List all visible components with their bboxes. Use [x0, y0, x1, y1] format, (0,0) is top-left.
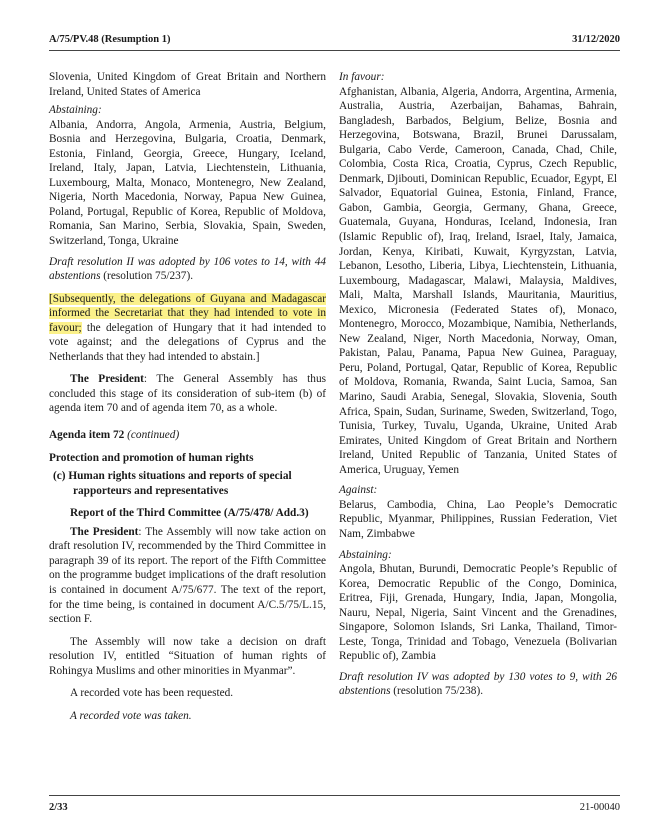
document-date: 31/12/2020: [572, 34, 620, 45]
agenda-item-continued: (continued): [127, 429, 180, 442]
in-favour-list: Afghanistan, Albania, Algeria, Andorra, Argentina, Armenia, Australia, Austria, Azerbaijan, Bahamas, Bahrain, Bangladesh, Barbados, Belgium, Belize, Bosnia and Herzegovina, Botswana, Brazil, Brunei Darussalam, Bulgaria, Cabo Verde, Cameroon, Canada, Chad, Chile, Colombia, Costa Rica, Croatia, Cyprus, Czech Republic, Denmark, Djibouti, Dominican Republic, Ecuador, Egypt, El Salvador, Equatorial Guinea, Estonia, Finland, France, Gabon, Gambia, Georgia, Germany, Ghana, Greece, Guatemala, Guyana, Honduras, Iceland, Indonesia, Iran (Islamic Republic of), Iraq, Ireland, Israel, Italy, Jamaica, Jordan, Kenya, Kiribati, Kuwait, Kyrgyzstan, Latvia, Lebanon, Lesotho, Liberia, Libya, Liechtenstein, Lithuania, Luxembourg, Madagascar, Malawi, Malaysia, Maldives, Mali, Malta, Marshall Islands, Mauritania, Mauritius, Mexico, Micronesia (Federated States of), Monaco, Montenegro, Morocco, Mozambique, Namibia, Netherlands, New Zealand, Niger, North Macedonia, Norway, Oman, Pakistan, Palau, Panama, Papua New Guinea, Paraguay, Peru, Poland, Portugal, Qatar, Republic of Korea, Republic of Moldova, Romania, Rwanda, Saint Lucia, Samoa, San Marino, Saudi Arabia, Senegal, Slovakia, Slovenia, South Africa, Spain, Sudan, Suriname, Sweden, Switzerland, Togo, Tunisia, Turkey, Tuvalu, Uganda, Ukraine, United Arab Emirates, United Kingdom of Great Britain and Northern Ireland, United Republic of Tanzania, United States of America, Uruguay, Yemen: [339, 85, 617, 476]
statement-text: : The Assembly will now take action on draft resolution IV, recommended by the Third Committee in paragraph 39 of its report. The report of the Fifth Committee on the programme budget implications of the draft resolution is contained in document A/75/677. The text of the report, for the time being, is contained in document A/C.5/75/L.15, section F.: [49, 525, 326, 626]
sub-item-heading: (c) Human rights situations and reports of special rapporteurs and representatives: [53, 470, 292, 497]
subsequent-vote-note: [49, 292, 326, 365]
subsequent-vote-note-rest: the delegation of Hungary that it had intended to vote against; and the delegations of Cyprus and the Netherlands that they had intended to abstain.]: [49, 321, 326, 363]
in-favour-label: In favour:: [339, 71, 385, 83]
abstaining-label: Abstaining:: [49, 104, 102, 117]
abstaining-label: Abstaining:: [339, 548, 392, 561]
agenda-item-title: Agenda item 72: [49, 429, 125, 442]
abstaining-list: Angola, Bhutan, Burundi, Democratic People’s Republic of Korea, Democratic Republic of the Congo, Dominica, Eritrea, Fiji, Grenada, Hungary, India, Japan, Mongolia, Nauru, Nepal, Nigeria, Saint Vincent and the Grenadines, Singapore, Solomon Islands, Sri Lanka, Thailand, Timor-Leste, Tonga, Trinidad and Tobago, Venezuela (Bolivarian Republic of), Zambia: [339, 563, 617, 663]
against-label: Against:: [339, 484, 378, 497]
adoption-resolution-ref: (resolution 75/237).: [100, 270, 194, 283]
agenda-item-subject: Protection and promotion of human rights: [49, 451, 254, 464]
running-header: [49, 33, 620, 47]
recorded-vote-requested: A recorded vote has been requested.: [70, 687, 234, 700]
page-footer: [49, 801, 620, 815]
adoption-statement: [339, 670, 617, 699]
recorded-vote-taken: A recorded vote was taken.: [70, 709, 192, 722]
adoption-statement-italic: Draft resolution IV was adopted by 130 votes to 9, with 26 abstentions: [339, 670, 617, 698]
header-rule: [49, 50, 620, 51]
statement-text: : The General Assembly has thus concluded this stage of its consideration of sub-item (b) of agenda item 70 and of agenda item 70, as a whole.: [49, 373, 327, 415]
speaker-label: The President: [70, 525, 139, 538]
president-statement-action: [49, 525, 326, 627]
agenda-item-heading: [49, 428, 326, 443]
left-column: [49, 70, 326, 723]
against-list-continued: Slovenia, United Kingdom of Great Britain and Northern Ireland, United States of America: [49, 71, 326, 98]
against-list: Belarus, Cambodia, China, Lao People’s Democratic Republic, Myanmar, Philippines, Russian Federation, Viet Nam, Zimbabwe: [339, 498, 617, 540]
document-symbol: A/75/PV.48 (Resumption 1): [49, 34, 171, 45]
president-statement-concluding: [49, 372, 326, 416]
adoption-resolution-ref: (resolution 75/238).: [390, 685, 484, 698]
right-column: [339, 70, 617, 699]
page-number: 2/33: [49, 802, 68, 813]
highlighted-text: [Subsequently, the delegations of Guyana and Madagascar informed the Secretariat that they had intended to vote in favour;: [49, 292, 326, 334]
report-heading: Report of the Third Committee (A/75/478/ Add.3): [70, 507, 309, 520]
document-code: 21-00040: [579, 802, 620, 813]
footer-rule: [49, 795, 620, 796]
decision-paragraph: The Assembly will now take a decision on draft resolution IV, entitled “Situation of human rights of Rohingya Muslims and other minorities in Myanmar”.: [49, 635, 326, 677]
adoption-statement-italic: Draft resolution II was adopted by 106 votes to 14, with 44 abstentions: [49, 255, 326, 283]
adoption-statement: [49, 255, 326, 284]
speaker-label: The President: [70, 373, 144, 386]
abstaining-list: Albania, Andorra, Angola, Armenia, Austria, Belgium, Bosnia and Herzegovina, Bulgaria, Croatia, Denmark, Estonia, Finland, Georgia, Greece, Hungary, Iceland, Ireland, Italy, Japan, Latvia, Liechtenstein, Lithuania, Luxembourg, Malta, Monaco, Montenegro, New Zealand, Nigeria, North Macedonia, Norway, Papua New Guinea, Poland, Portugal, Republic of Korea, Republic of Moldova, Romania, San Marino, Serbia, Slovakia, Spain, Sweden, Switzerland, Tonga, Ukraine: [49, 118, 326, 248]
